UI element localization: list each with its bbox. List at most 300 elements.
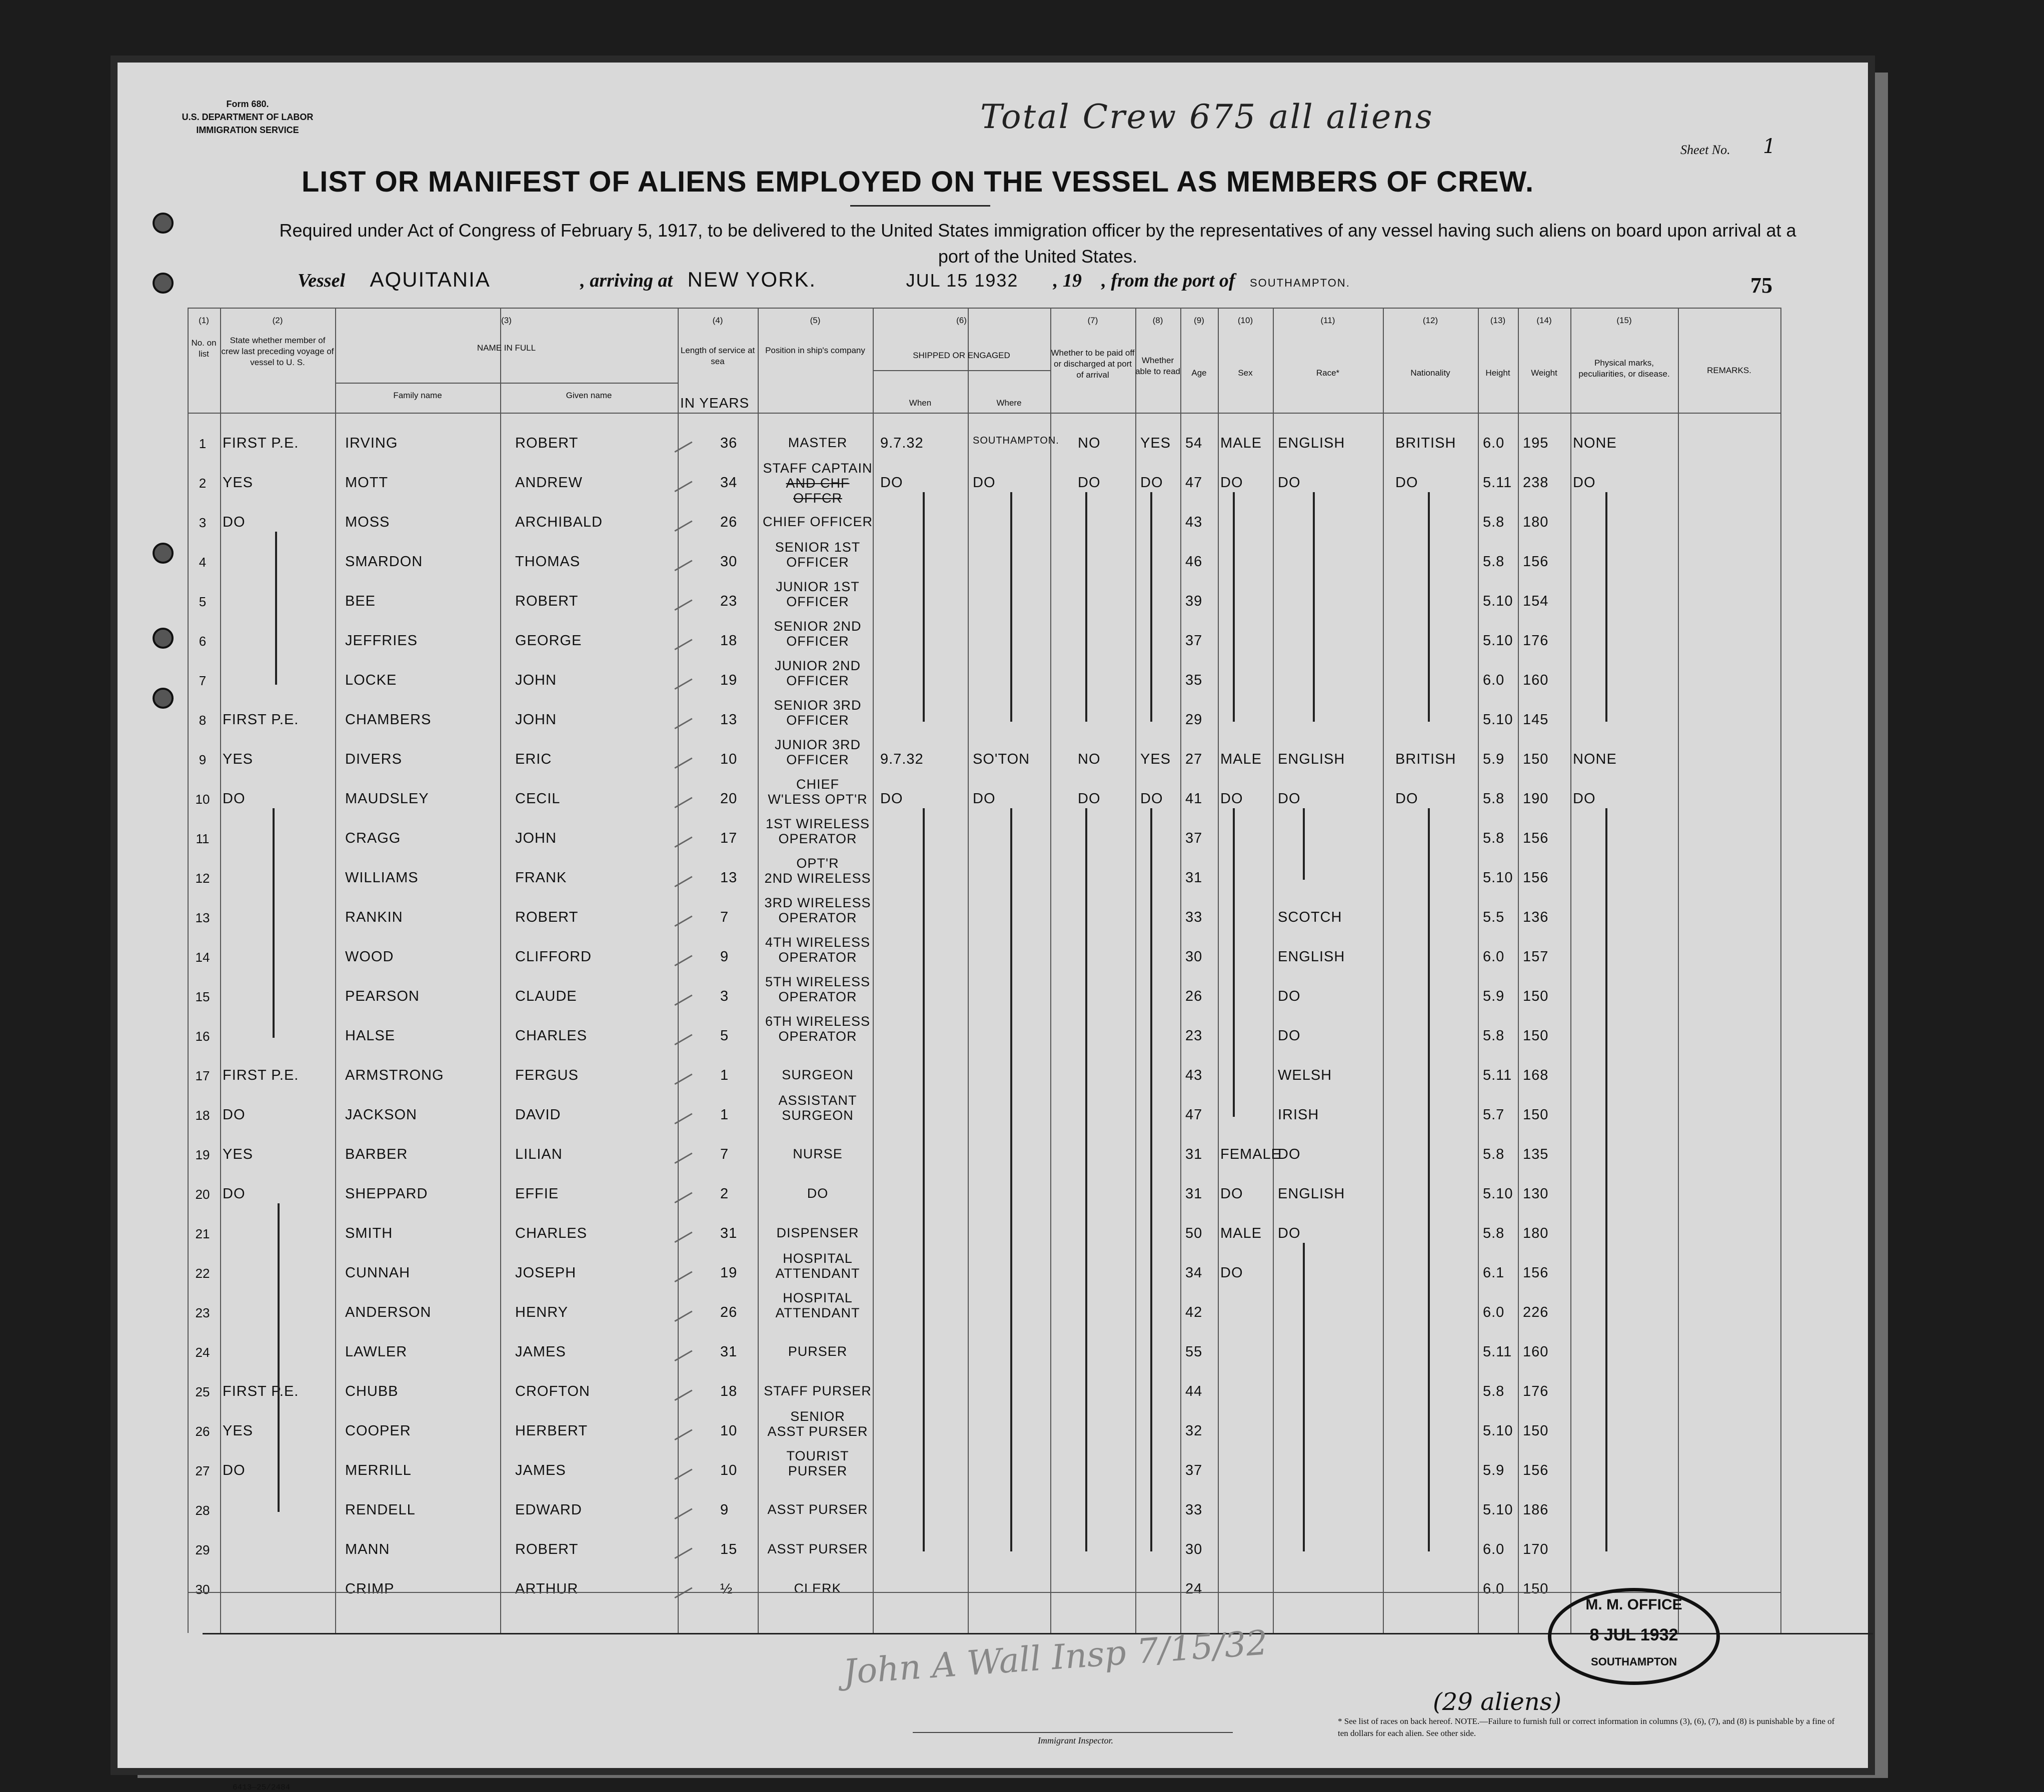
col-race-label: Race* <box>1316 368 1340 378</box>
family-name: SMARDON <box>345 554 423 570</box>
given-name: ARTHUR <box>515 1581 579 1597</box>
service-years: 31 <box>720 1225 738 1241</box>
height: 5.9 <box>1483 1462 1505 1478</box>
weight: 150 <box>1523 988 1549 1004</box>
col-family-label: Family name <box>393 391 442 400</box>
given-name: ARCHIBALD <box>515 514 603 530</box>
service-years: 30 <box>720 554 738 570</box>
height: 6.0 <box>1483 1581 1505 1597</box>
service-check-mark <box>668 1378 692 1401</box>
height: 5.8 <box>1483 554 1505 570</box>
service-check-mark <box>668 1181 692 1203</box>
nationality: DO <box>1395 791 1418 807</box>
col-service-number: (4) <box>712 316 723 325</box>
col-shipped-number: (6) <box>956 316 967 325</box>
column-divider <box>500 308 501 1633</box>
position: SURGEON <box>782 1108 854 1123</box>
given-name: HERBERT <box>515 1423 588 1439</box>
service-years: 19 <box>720 1265 738 1281</box>
position: OFFICER <box>786 673 849 688</box>
column-divider <box>1180 308 1181 1633</box>
given-name: EFFIE <box>515 1186 559 1202</box>
shipped-where: SOUTHAMPTON. <box>973 435 1059 446</box>
service-years: 18 <box>720 1383 738 1399</box>
col-height-number: (13) <box>1490 316 1506 325</box>
race: DO <box>1278 791 1301 807</box>
able-to-read: DO <box>1140 791 1163 807</box>
position: OFFICER <box>786 752 849 767</box>
age: 31 <box>1185 870 1203 886</box>
ditto-line <box>278 1203 280 1512</box>
column-divider <box>1678 308 1679 1633</box>
position: 1ST WIRELESS <box>765 816 870 831</box>
ditto-line <box>1010 492 1012 722</box>
col-weight-number: (14) <box>1536 316 1552 325</box>
ditto-line <box>1150 808 1152 1551</box>
title-rule <box>850 205 990 207</box>
column-divider <box>335 308 336 1633</box>
height: 5.9 <box>1483 988 1505 1004</box>
able-to-read: DO <box>1140 475 1163 491</box>
given-name: FERGUS <box>515 1067 579 1083</box>
physical-marks: DO <box>1573 791 1596 807</box>
service-years: 36 <box>720 435 738 451</box>
age: 30 <box>1185 1541 1203 1557</box>
height: 6.0 <box>1483 1541 1505 1557</box>
age: 37 <box>1185 1462 1203 1478</box>
race: ENGLISH <box>1278 751 1345 767</box>
height: 5.8 <box>1483 1146 1505 1162</box>
position: OFFICER <box>786 555 849 570</box>
column-divider <box>220 308 221 1633</box>
row-number: 11 <box>196 831 210 846</box>
col-position-label: Position in ship's company <box>765 346 865 355</box>
weight: 135 <box>1523 1146 1549 1162</box>
service-check-mark <box>668 588 692 611</box>
family-name: ANDERSON <box>345 1304 432 1320</box>
given-name: ROBERT <box>515 435 579 451</box>
family-name: MERRILL <box>345 1462 412 1478</box>
family-name: PEARSON <box>345 988 420 1004</box>
col-prev-label: State whether member of crew last preceding voyage of vessel to U. S. <box>221 336 334 367</box>
age: 50 <box>1185 1225 1203 1241</box>
position: W'LESS OPT'R <box>768 792 868 807</box>
service-years: 15 <box>720 1541 738 1557</box>
column-divider <box>968 308 969 1633</box>
weight: 176 <box>1523 1383 1549 1399</box>
position: CHIEF <box>796 777 839 792</box>
service: IMMIGRATION SERVICE <box>196 125 299 135</box>
height: 5.9 <box>1483 751 1505 767</box>
position: OPERATOR <box>778 910 857 925</box>
ditto-line <box>1150 492 1152 722</box>
position: DISPENSER <box>776 1225 859 1240</box>
position: AND CHF OFFCR <box>786 476 850 506</box>
prev-voyage: FIRST P.E. <box>223 1383 299 1399</box>
prev-voyage: YES <box>223 475 254 491</box>
given-name: CECIL <box>515 791 561 807</box>
col-nat-number: (12) <box>1422 316 1438 325</box>
sex: DO <box>1220 1186 1243 1202</box>
age: 26 <box>1185 988 1203 1004</box>
sex: MALE <box>1220 435 1262 451</box>
service-years: 7 <box>720 1146 729 1162</box>
vessel-line <box>298 268 1350 292</box>
vessel-label: Vessel <box>298 270 345 291</box>
weight: 156 <box>1523 1265 1549 1281</box>
service-check-mark <box>668 1299 692 1322</box>
given-name: JOSEPH <box>515 1265 577 1281</box>
age: 43 <box>1185 514 1203 530</box>
family-name: CHUBB <box>345 1383 399 1399</box>
service-years: 10 <box>720 1423 738 1439</box>
family-name: LAWLER <box>345 1344 408 1360</box>
age: 33 <box>1185 1502 1203 1518</box>
given-name: GEORGE <box>515 633 582 649</box>
position: NURSE <box>793 1146 843 1161</box>
race: DO <box>1278 1146 1301 1162</box>
family-name: RENDELL <box>345 1502 416 1518</box>
shipped-when: 9.7.32 <box>880 435 924 451</box>
row-number: 6 <box>199 634 207 649</box>
office-stamp <box>1548 1588 1720 1685</box>
prev-voyage: FIRST P.E. <box>223 712 299 728</box>
given-name: DAVID <box>515 1107 561 1123</box>
service-years: 10 <box>720 751 738 767</box>
prev-voyage: FIRST P.E. <box>223 1067 299 1083</box>
ditto-line <box>1233 808 1235 1117</box>
row-number: 26 <box>195 1424 210 1439</box>
service-years: 13 <box>720 870 738 886</box>
row-number: 8 <box>199 713 207 728</box>
row-number: 27 <box>195 1463 210 1478</box>
family-name: JEFFRIES <box>345 633 418 649</box>
race: DO <box>1278 1028 1301 1044</box>
service-check-mark <box>668 1023 692 1045</box>
prev-voyage: DO <box>223 1186 246 1202</box>
age: 34 <box>1185 1265 1203 1281</box>
position: STAFF PURSER <box>764 1383 872 1398</box>
table-head-rule <box>188 413 1780 414</box>
punch-hole <box>153 273 174 294</box>
arriving-label: , arriving at <box>580 270 673 291</box>
height: 5.10 <box>1483 712 1513 728</box>
ditto-line <box>1085 492 1087 722</box>
service-check-mark <box>668 470 692 492</box>
col-race-number: (11) <box>1320 316 1335 325</box>
family-name: DIVERS <box>345 751 402 767</box>
service-check-mark <box>668 904 692 927</box>
position: ATTENDANT <box>775 1266 860 1281</box>
col-age-label: Age <box>1191 368 1207 378</box>
col-marks-number: (15) <box>1616 316 1632 325</box>
ditto-line <box>1605 808 1607 1551</box>
service-check-mark <box>668 1497 692 1519</box>
row-number: 2 <box>199 476 207 491</box>
arrival-date: JUL 15 1932 <box>906 270 1019 291</box>
punch-hole <box>153 213 174 234</box>
service-check-mark <box>668 865 692 887</box>
weight: 195 <box>1523 435 1549 451</box>
name-subrule <box>335 383 678 384</box>
given-name: CHARLES <box>515 1225 587 1241</box>
service-years: 9 <box>720 949 729 965</box>
ditto-line <box>923 808 925 1551</box>
weight: 226 <box>1523 1304 1549 1320</box>
ditto-line <box>275 532 277 685</box>
service-check-mark <box>668 983 692 1006</box>
weight: 170 <box>1523 1541 1549 1557</box>
service-check-mark <box>668 825 692 848</box>
family-name: MANN <box>345 1541 390 1557</box>
race: DO <box>1278 988 1301 1004</box>
given-name: JOHN <box>515 712 557 728</box>
service-check-mark <box>668 786 692 808</box>
position: HOSPITAL <box>783 1290 853 1305</box>
service-years: 9 <box>720 1502 729 1518</box>
row-number: 12 <box>195 871 210 886</box>
position: OPERATOR <box>778 950 857 965</box>
manifest-sheet <box>118 63 1868 1792</box>
position: ATTENDANT <box>775 1305 860 1320</box>
paid-off: NO <box>1078 751 1101 767</box>
form-number: Form 680. <box>226 99 269 109</box>
height: 6.0 <box>1483 672 1505 688</box>
position: 6TH WIRELESS <box>765 1014 871 1029</box>
weight: 156 <box>1523 1462 1549 1478</box>
col-paid-number: (7) <box>1087 316 1098 325</box>
race: SCOTCH <box>1278 909 1342 925</box>
service-years: 13 <box>720 712 738 728</box>
service-check-mark <box>668 944 692 966</box>
sex: MALE <box>1220 751 1262 767</box>
row-number: 21 <box>195 1226 210 1241</box>
position: DO <box>807 1186 829 1201</box>
physical-marks: NONE <box>1573 751 1617 767</box>
position: CHIEF OFFICER <box>763 514 873 529</box>
prev-voyage: YES <box>223 1146 254 1162</box>
ditto-line <box>1428 492 1430 722</box>
age: 46 <box>1185 554 1203 570</box>
weight: 176 <box>1523 633 1549 649</box>
given-name: JOHN <box>515 830 557 846</box>
service-check-mark <box>668 1062 692 1085</box>
col-prev-number: (2) <box>272 316 283 325</box>
age: 29 <box>1185 712 1203 728</box>
row-number: 5 <box>199 594 207 609</box>
position: TOURIST <box>786 1448 849 1463</box>
family-name: WOOD <box>345 949 394 965</box>
position: OFFICER <box>786 634 849 649</box>
prev-voyage: DO <box>223 1107 246 1123</box>
col-position-number: (5) <box>810 316 821 325</box>
column-divider <box>1478 308 1479 1633</box>
form-code: 6413—25/2484 <box>233 1783 291 1792</box>
height: 5.5 <box>1483 909 1505 925</box>
service-years: 1 <box>720 1067 729 1083</box>
subtitle: Required under Act of Congress of February 5, 1917, to be delivered to the United States immigration officer by the representatives of any vessel having such aliens on board upon arrival at a port of the United States. <box>279 220 1796 267</box>
service-check-mark <box>668 628 692 650</box>
weight: 145 <box>1523 712 1549 728</box>
col-when-label: When <box>909 398 932 408</box>
age: 37 <box>1185 830 1203 846</box>
shipped-where: DO <box>973 475 996 491</box>
weight: 160 <box>1523 1344 1549 1360</box>
service-years: ½ <box>720 1581 733 1597</box>
family-name: SMITH <box>345 1225 393 1241</box>
age: 31 <box>1185 1146 1203 1162</box>
weight: 150 <box>1523 1107 1549 1123</box>
race: ENGLISH <box>1278 1186 1345 1202</box>
service-check-mark <box>668 509 692 532</box>
page-title: LIST OR MANIFEST OF ALIENS EMPLOYED ON THE VESSEL AS MEMBERS OF CREW. <box>301 166 1534 198</box>
weight: 154 <box>1523 593 1549 609</box>
family-name: CUNNAH <box>345 1265 411 1281</box>
row-number: 18 <box>195 1108 210 1123</box>
given-name: LILIAN <box>515 1146 563 1162</box>
race: ENGLISH <box>1278 949 1345 965</box>
height: 5.8 <box>1483 514 1505 530</box>
row-30-line <box>188 1592 1780 1593</box>
weight: 136 <box>1523 909 1549 925</box>
race: DO <box>1278 475 1301 491</box>
family-name: LOCKE <box>345 672 397 688</box>
weight: 180 <box>1523 1225 1549 1241</box>
age: 43 <box>1185 1067 1203 1083</box>
row-number: 16 <box>195 1029 210 1044</box>
table-top-rule <box>188 308 1780 309</box>
stamp-bottom: SOUTHAMPTON <box>1591 1655 1677 1668</box>
row-number: 1 <box>199 436 207 451</box>
family-name: MAUDSLEY <box>345 791 429 807</box>
stamp-date: 8 JUL 1932 <box>1589 1625 1678 1644</box>
shipped-when: 9.7.32 <box>880 751 924 767</box>
row-number: 17 <box>195 1068 210 1083</box>
row-number: 23 <box>195 1305 210 1320</box>
position: PURSER <box>788 1344 848 1359</box>
age: 24 <box>1185 1581 1203 1597</box>
family-name: BEE <box>345 593 376 609</box>
weight: 156 <box>1523 870 1549 886</box>
age: 30 <box>1185 949 1203 965</box>
column-divider <box>873 308 874 1633</box>
paid-off: DO <box>1078 475 1101 491</box>
height: 5.11 <box>1483 475 1512 491</box>
service-check-mark <box>668 1339 692 1361</box>
row-number: 10 <box>195 792 210 807</box>
shipped-when: DO <box>880 791 903 807</box>
family-name: MOSS <box>345 514 390 530</box>
col-height-label: Height <box>1485 368 1510 378</box>
ditto-line <box>1303 808 1305 880</box>
age: 39 <box>1185 593 1203 609</box>
column-divider <box>1135 308 1136 1633</box>
service-years: 20 <box>720 791 738 807</box>
given-name: THOMAS <box>515 554 581 570</box>
prev-voyage: DO <box>223 514 246 530</box>
aliens-note: (29 aliens) <box>1433 1688 1562 1716</box>
position: CLERK <box>794 1581 842 1596</box>
column-divider <box>188 308 189 1633</box>
race: DO <box>1278 1225 1301 1241</box>
row-number: 24 <box>195 1345 210 1360</box>
col-age-number: (9) <box>1194 316 1204 325</box>
service-years: 5 <box>720 1028 729 1044</box>
sex: DO <box>1220 1265 1243 1281</box>
service-years: 23 <box>720 593 738 609</box>
position: OPERATOR <box>778 831 857 846</box>
row-number: 28 <box>195 1503 210 1518</box>
service-check-mark <box>668 746 692 769</box>
service-years: 26 <box>720 514 738 530</box>
given-name: ROBERT <box>515 909 579 925</box>
ditto-line <box>273 808 275 1038</box>
height: 5.8 <box>1483 1028 1505 1044</box>
row-number: 25 <box>195 1384 210 1399</box>
position: OFFICER <box>786 594 849 609</box>
position: OPERATOR <box>778 989 857 1004</box>
inspector-label: Immigrant Inspector. <box>1038 1735 1113 1745</box>
service-check-mark <box>668 707 692 729</box>
able-to-read: YES <box>1140 751 1171 767</box>
weight: 150 <box>1523 1581 1549 1597</box>
given-name: CHARLES <box>515 1028 587 1044</box>
age: 37 <box>1185 633 1203 649</box>
ditto-line <box>1085 808 1087 1551</box>
col-shipped-label: SHIPPED OR ENGAGED <box>913 351 1010 360</box>
position: ASST PURSER <box>767 1424 868 1439</box>
age: 47 <box>1185 1107 1203 1123</box>
family-name: HALSE <box>345 1028 396 1044</box>
position: OPT'R <box>796 856 839 871</box>
physical-marks: NONE <box>1573 435 1617 451</box>
department: U.S. DEPARTMENT OF LABOR <box>182 112 314 122</box>
row-number: 4 <box>199 555 207 570</box>
col-nat-label: Nationality <box>1410 368 1450 378</box>
nationality: BRITISH <box>1395 435 1456 451</box>
position: 2ND WIRELESS <box>764 871 871 886</box>
row-number: 3 <box>199 515 207 530</box>
service-check-mark <box>668 1457 692 1480</box>
position: 5TH WIRELESS <box>765 974 871 989</box>
given-name: JOHN <box>515 672 557 688</box>
given-name: ROBERT <box>515 1541 579 1557</box>
row-number: 15 <box>195 989 210 1004</box>
given-name: JAMES <box>515 1462 566 1478</box>
service-years: 7 <box>720 909 729 925</box>
position: PURSER <box>788 1463 848 1478</box>
ditto-line <box>1605 492 1607 722</box>
from-label: , from the port of <box>1101 270 1235 291</box>
column-divider <box>1570 308 1571 1633</box>
service-years: 17 <box>720 830 738 846</box>
sex: DO <box>1220 791 1243 807</box>
position: 4TH WIRELESS <box>765 935 871 950</box>
height: 5.11 <box>1483 1067 1512 1083</box>
weight: 168 <box>1523 1067 1549 1083</box>
sex: FEMALE <box>1220 1146 1282 1162</box>
service-check-mark <box>668 1576 692 1598</box>
position: STAFF CAPTAIN <box>763 461 873 476</box>
height: 6.0 <box>1483 1304 1505 1320</box>
paid-off: NO <box>1078 435 1101 451</box>
year-label: , 19 <box>1053 270 1082 291</box>
given-name: CLIFFORD <box>515 949 592 965</box>
row-number: 29 <box>195 1542 210 1557</box>
handwritten-total: Total Crew 675 all aliens <box>980 98 1434 136</box>
family-name: ARMSTRONG <box>345 1067 444 1083</box>
family-name: SHEPPARD <box>345 1186 428 1202</box>
